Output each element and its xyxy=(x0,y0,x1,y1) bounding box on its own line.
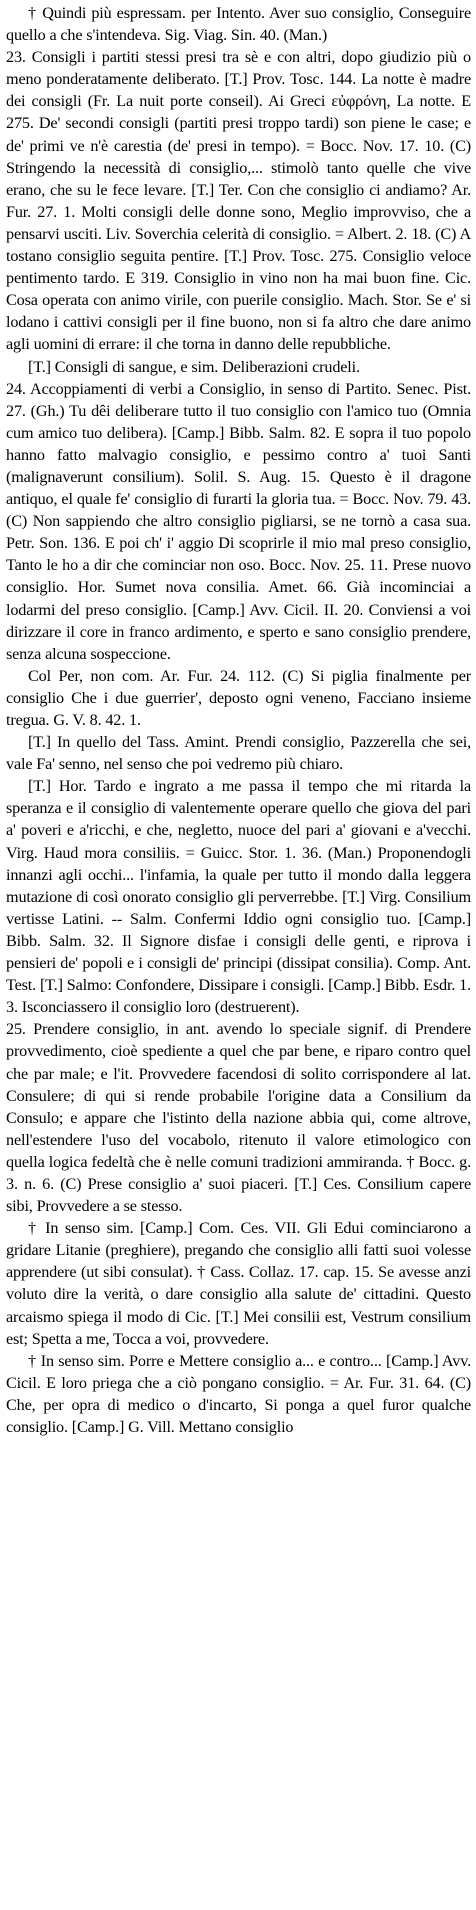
paragraph-sense-23: 23. Consigli i partiti stessi presi tra sè e con altri, dopo giudizio più o meno ponderatamente deliberato. [T.] Prov. Tosc. 144. La notte è madre dei consigli (Fr. La nuit porte conseil). Ai Greci εὐφρόνη, La notte. E 275. De' secondi consigli (partiti presi troppo tardi) son piene le case; e de' primi ve n'è carestia (de' presi in tempo). = Bocc. Nov. 17. 10. (C) Stringendo la necessità di consiglio,... stimolò tanto quelle che vive erano, che su le fece levare. [T.] Ter. Con che consiglio ci andiamo? Ar. Fur. 27. 1. Molti consigli delle donne sono, Meglio improvviso, che a pensarvi usciti. Liv. Soverchia celerità di consiglio. = Albert. 2. 18. (C) A tostano consiglio seguita pentire. [T.] Prov. Tosc. 275. Consiglio veloce pentimento tardo. E 319. Consiglio in vino non ha mai buon fine. Cic. Cosa operata con animo virile, con puerile consiglio. Mach. Stor. Se e' si lodano i cattivi consigli per il fine buono, non si fa altro che dare animo agli uomini di errare: il che torna in danno delle repubbliche. xyxy=(6,48,471,354)
paragraph-col-per: Col Per, non com. Ar. Fur. 24. 112. (C) Si piglia finalmente per consiglio Che i due guerrier', deposto ogni veneno, Facciano insieme tregua. G. V. 8. 42. 1. xyxy=(6,666,471,729)
paragraph-sense-25: 25. Prendere consiglio, in ant. avendo lo speciale signif. di Prendere provvedimento, cioè spediente a quel che par bene, e riparo contro quel che par male; e l'it. Provvedere facendosi di solito corrispondere al lat. Consulere; di qui si rende probabile l'origine data a Consilium da Consulo; e appare che l'istinto della nazione abbia qui, come altrove, nell'estendere l'uso del vocabolo, ritenuto il valore etimologico con quella logica fedeltà che è nelle comuni tradizioni ammiranda. † Bocc. g. 3. n. 6. (C) Prese consiglio a' suoi piaceri. [T.] Ces. Consilium capere sibi, Provvedere a se stesso. xyxy=(6,1020,471,1216)
paragraph-sense-24: 24. Accoppiamenti di verbi a Consiglio, in senso di Partito. Senec. Pist. 27. (Gh.) Tu dêi deliberare tutto il tuo consiglio con l'amico tuo (Omnia cum amico tuo delibera). [Camp.] Bibb. Salm. 82. E sopra il tuo popolo hanno fatto malvagio consiglio, e pessimo contro a' tuoi Santi (malignaverunt consilium). Solil. S. Aug. 15. Questo è il dragone antiquo, el quale fe' consiglio di furarti la gloria tua. = Bocc. Nov. 79. 43. (C) Non sappiendo che altro consiglio pigliarsi, se ne tornò a casa sua. Petr. Son. 136. E poi ch' i' aggio Di scoprirle il mio mal preso consiglio, Tanto le ho a dir che cominciar non oso. Bocc. Nov. 25. 11. Prese nuovo consiglio. Hor. Sumet nova consilia. Amet. 66. Già incominciai a lodarmi del preso consiglio. [Camp.] Avv. Cicil. II. 20. Conviensi a voi dirizzare il core in franco ardimento, e sperto e sano consiglio prendere, senza alcuna sospeccione. xyxy=(6,379,471,663)
paragraph-hor: [T.] Hor. Tardo e ingrato a me passa il tempo che mi ritarda la speranza e il consiglio di valentemente operare quello che giova del pari a' poveri e a'ricchi, e che, negletto, nuoce del pari a' giovani e a'vecchi. Virg. Haud mora consiliis. = Guicc. Stor. 1. 36. (Man.) Proponendogli innanzi agli occhi... l'infamia, la quale per tutto il mondo dalla leggera mutazione di così onorato consiglio gli perverrebbe. [T.] Virg. Consilium vertisse Latini. -- Salm. Confermi Iddio ogni consiglio tuo. [Camp.] Bibb. Salm. 32. Il Signore disfae i consigli delle genti, e riprova i pensieri de' popoli e i consigli de' principi (dissipat consilia). Comp. Ant. Test. [T.] Salmo: Confondere, Dissipare i consigli. [Camp.] Bibb. Esdr. 1. 3. Isconciassero il consiglio loro (destruerent). xyxy=(6,777,471,1017)
paragraph-intento: † Quindi più espressam. per Intento. Aver suo consiglio, Conseguire quello a che s'intendeva. Sig. Viag. Sin. 40. (Man.) xyxy=(6,4,471,45)
paragraph-tasso-amint: [T.] In quello del Tass. Amint. Prendi consiglio, Pazzerella che sei, vale Fa' senno, nel senso che poi vedremo più chiaro. xyxy=(6,733,471,774)
paragraph-in-senso-sim-1: † In senso sim. [Camp.] Com. Ces. VII. Gli Edui cominciarono a gridare Litanie (preghiere), pregando che consiglio alli fatti suoi volesse apprendere (ut sibi consulat). † Cass. Collaz. 17. cap. 15. Se avesse anzi voluto dire la verità, o dare consiglio alla salute de' cittadini. Questo arcaismo spiega il modo di Cic. [T.] Mei consilii est, Vestrum consilium est; Spetta a me, Tocca a voi, provvedere. xyxy=(6,1219,471,1348)
paragraph-in-senso-sim-2: † In senso sim. Porre e Mettere consiglio a... e contro... [Camp.] Avv. Cicil. E loro priega che a ciò pongano consiglio. = Ar. Fur. 31. 64. (C) Che, per opra di medico o d'incarto, Si ponga a quel furor qualche consiglio. [Camp.] G. Vill. Mettano consiglio xyxy=(6,1351,471,1436)
paragraph-consigli-di-sangue: [T.] Consigli di sangue, e sim. Deliberazioni crudeli. xyxy=(28,357,360,376)
